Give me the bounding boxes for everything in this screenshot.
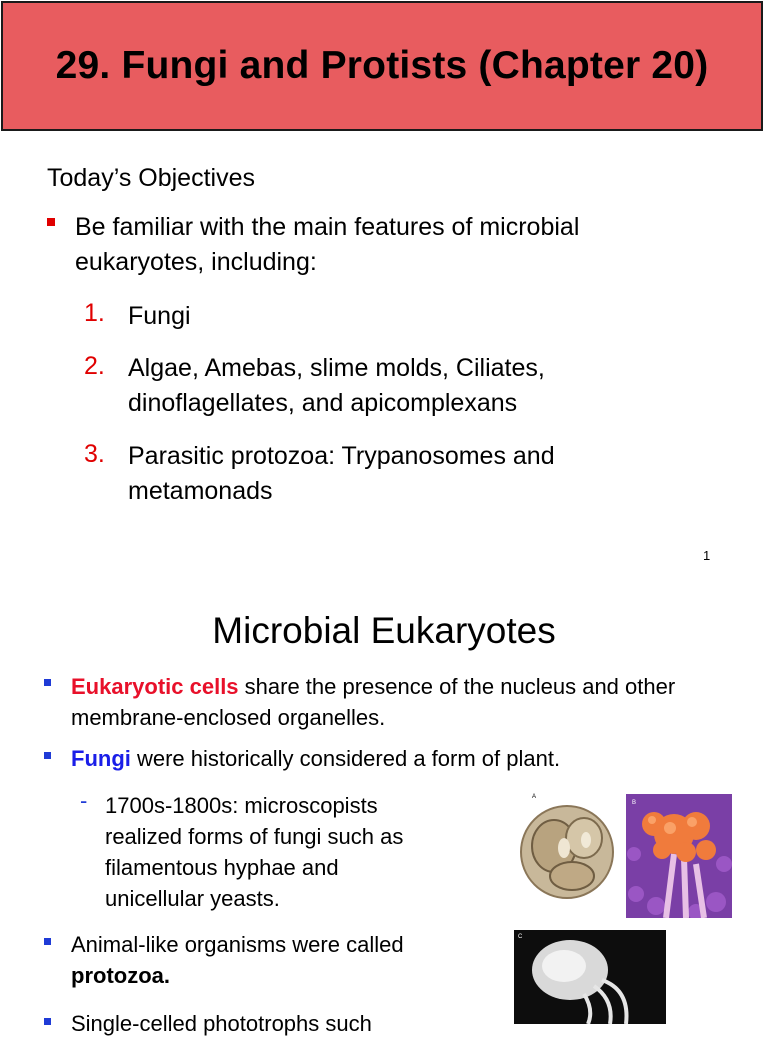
highlight-term: Eukaryotic cells — [71, 674, 239, 699]
bullet-eukaryotic — [71, 671, 741, 733]
figure-label-b: B — [632, 800, 637, 806]
bullet-text: share the presence of the nucleus and other membrane-enclosed organelles. — [71, 674, 676, 730]
bullet-marker — [44, 752, 51, 759]
list-number: 3. — [84, 440, 105, 468]
bullet-text: were historically considered a form of plant. — [130, 746, 561, 771]
bullet-fungi — [71, 743, 741, 774]
bullet-protozoa — [71, 929, 411, 991]
micrograph-b — [626, 794, 732, 918]
figure-label-a: A — [532, 794, 537, 800]
list-item: Algae, Amebas, slime molds, Ciliates, dinoflagellates, and apicomplexans — [128, 354, 545, 417]
bullet-phototrophs: Single-celled phototrophs such — [71, 1011, 372, 1036]
list-item: Fungi — [128, 302, 191, 330]
list-number: 2. — [84, 352, 105, 380]
micrograph-a — [512, 786, 622, 922]
slide-title: 29. Fungi and Protists (Chapter 20) — [55, 44, 709, 87]
list-number: 1. — [84, 299, 105, 327]
objectives-heading: Today’s Objectives — [47, 164, 255, 192]
figure-label-c: C — [518, 934, 523, 940]
bullet-marker — [47, 218, 55, 226]
title-banner — [1, 1, 763, 131]
bullet-marker — [44, 679, 51, 686]
page-number: 1 — [703, 548, 711, 563]
sub-bullet: 1700s-1800s: microscopists realized forms of fungi such as filamentous hyphae and unicellular yeasts. — [105, 793, 404, 911]
objective-bullet: Be familiar with the main features of microbial eukaryotes, including: — [75, 213, 580, 276]
micrograph-c — [514, 930, 666, 1024]
list-item: Parasitic protozoa: Trypanosomes and metamonads — [128, 442, 555, 505]
bold-term: protozoa. — [71, 963, 170, 988]
highlight-term: Fungi — [71, 746, 131, 771]
slide2-title: Microbial Eukaryotes — [212, 610, 556, 651]
dash-marker: - — [80, 788, 88, 813]
bullet-marker — [44, 938, 51, 945]
bullet-text: Animal-like organisms were called — [71, 932, 404, 957]
